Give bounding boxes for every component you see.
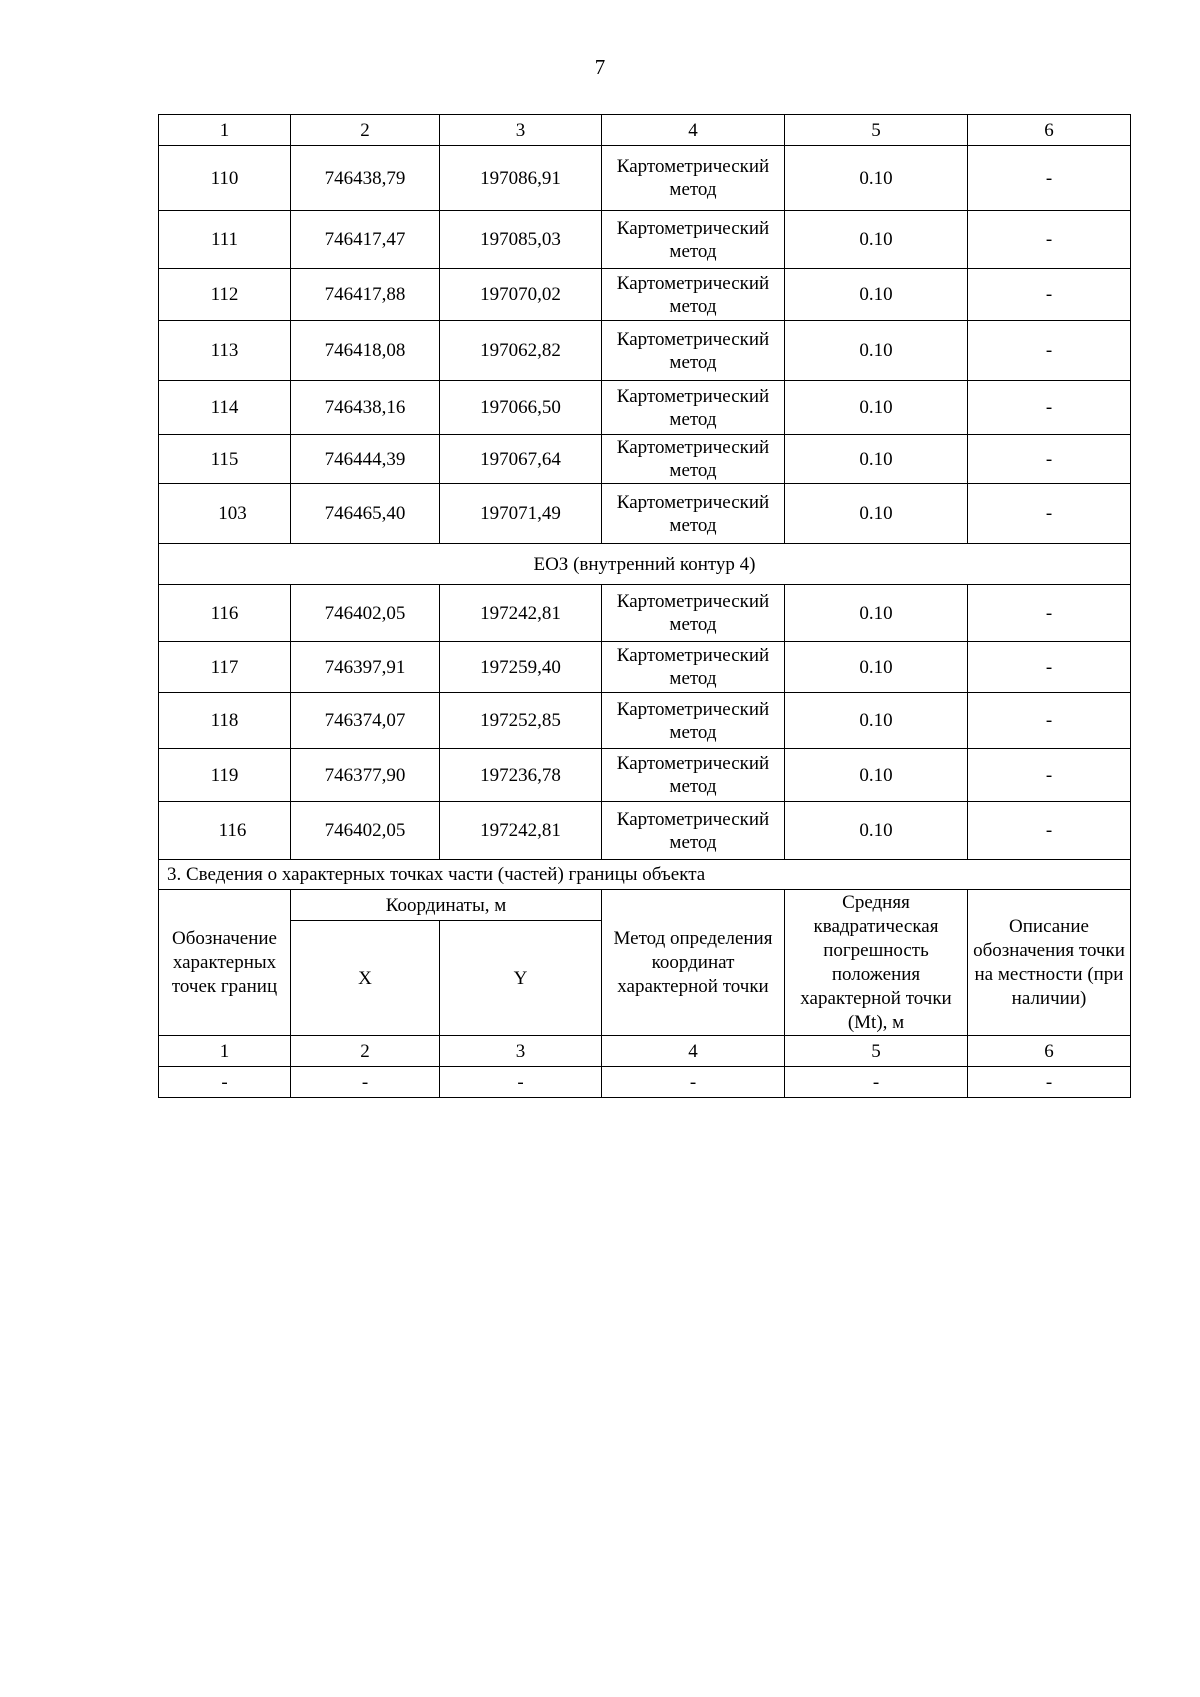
coord-x: 746438,16	[291, 381, 440, 435]
method: Картометрический метод	[602, 381, 785, 435]
table-row	[159, 211, 1131, 269]
column-number: 6	[968, 115, 1131, 146]
header-y: Y	[440, 921, 602, 1036]
point-id: 110	[159, 146, 291, 211]
column-number: 4	[602, 115, 785, 146]
header-description: Описание обозначения точки на местности (при наличии)	[968, 890, 1131, 1036]
column-number: 1	[159, 1036, 291, 1067]
description: -	[968, 693, 1131, 749]
section-label: ЕОЗ (внутренний контур 4)	[159, 544, 1131, 585]
coord-y: 197236,78	[440, 749, 602, 802]
accuracy: 0.10	[785, 642, 968, 693]
coord-y: 197070,02	[440, 269, 602, 321]
method: Картометрический метод	[602, 802, 785, 860]
description: -	[968, 802, 1131, 860]
accuracy: 0.10	[785, 435, 968, 484]
accuracy: 0.10	[785, 802, 968, 860]
empty-cell: -	[968, 1067, 1131, 1098]
table-row	[159, 381, 1131, 435]
section3-title: 3. Сведения о характерных точках части (частей) границы объекта	[159, 860, 1131, 890]
accuracy: 0.10	[785, 211, 968, 269]
table-row	[159, 642, 1131, 693]
empty-cell: -	[785, 1067, 968, 1098]
coord-y: 197259,40	[440, 642, 602, 693]
method: Картометрический метод	[602, 269, 785, 321]
method: Картометрический метод	[602, 211, 785, 269]
point-id: 119	[159, 749, 291, 802]
description: -	[968, 321, 1131, 381]
description: -	[968, 381, 1131, 435]
column-number: 2	[291, 1036, 440, 1067]
coord-x: 746374,07	[291, 693, 440, 749]
accuracy: 0.10	[785, 269, 968, 321]
column-number: 2	[291, 115, 440, 146]
accuracy: 0.10	[785, 321, 968, 381]
column-number: 3	[440, 115, 602, 146]
column-number: 1	[159, 115, 291, 146]
point-id: 111	[159, 211, 291, 269]
table-row	[159, 585, 1131, 642]
table-row	[159, 435, 1131, 484]
table-row	[159, 749, 1131, 802]
coord-y: 197252,85	[440, 693, 602, 749]
coord-y: 197066,50	[440, 381, 602, 435]
coord-y: 197242,81	[440, 802, 602, 860]
table-row	[159, 693, 1131, 749]
column-number: 4	[602, 1036, 785, 1067]
coord-x: 746465,40	[291, 484, 440, 544]
section3-empty-row	[159, 1067, 1131, 1098]
description: -	[968, 435, 1131, 484]
method: Картометрический метод	[602, 435, 785, 484]
section-row	[159, 544, 1131, 585]
coord-y: 197085,03	[440, 211, 602, 269]
coord-y: 197067,64	[440, 435, 602, 484]
accuracy: 0.10	[785, 585, 968, 642]
empty-cell: -	[440, 1067, 602, 1098]
table-row	[159, 802, 1131, 860]
method: Картометрический метод	[602, 146, 785, 211]
accuracy: 0.10	[785, 749, 968, 802]
method: Картометрический метод	[602, 585, 785, 642]
point-id: 116	[159, 585, 291, 642]
column-number: 6	[968, 1036, 1131, 1067]
coord-x: 746417,88	[291, 269, 440, 321]
column-number-row	[159, 115, 1131, 146]
header-x: X	[291, 921, 440, 1036]
header-accuracy: Средняя квадратическая погрешность положения характерной точки (Mt), м	[785, 890, 968, 1036]
table-row	[159, 321, 1131, 381]
accuracy: 0.10	[785, 484, 968, 544]
description: -	[968, 585, 1131, 642]
coord-y: 197062,82	[440, 321, 602, 381]
point-id: 103	[159, 484, 291, 544]
point-id: 117	[159, 642, 291, 693]
table-row	[159, 484, 1131, 544]
method: Картометрический метод	[602, 642, 785, 693]
column-number: 5	[785, 115, 968, 146]
empty-cell: -	[159, 1067, 291, 1098]
coord-y: 197242,81	[440, 585, 602, 642]
coord-y: 197071,49	[440, 484, 602, 544]
section3-header-row	[159, 890, 1131, 921]
coord-x: 746444,39	[291, 435, 440, 484]
section3-column-number-row	[159, 1036, 1131, 1067]
boundary-points-table	[158, 114, 1131, 1098]
coord-x: 746402,05	[291, 802, 440, 860]
page-number: 7	[594, 55, 606, 79]
coord-x: 746377,90	[291, 749, 440, 802]
description: -	[968, 211, 1131, 269]
point-id: 116	[159, 802, 291, 860]
description: -	[968, 269, 1131, 321]
column-number: 3	[440, 1036, 602, 1067]
column-number: 5	[785, 1036, 968, 1067]
accuracy: 0.10	[785, 381, 968, 435]
point-id: 113	[159, 321, 291, 381]
coord-x: 746438,79	[291, 146, 440, 211]
point-id: 112	[159, 269, 291, 321]
point-id: 115	[159, 435, 291, 484]
empty-cell: -	[291, 1067, 440, 1098]
empty-cell: -	[602, 1067, 785, 1098]
method: Картометрический метод	[602, 484, 785, 544]
point-id: 114	[159, 381, 291, 435]
method: Картометрический метод	[602, 749, 785, 802]
description: -	[968, 749, 1131, 802]
coord-x: 746418,08	[291, 321, 440, 381]
table-row	[159, 269, 1131, 321]
accuracy: 0.10	[785, 693, 968, 749]
description: -	[968, 642, 1131, 693]
table-row	[159, 146, 1131, 211]
section3-title-row	[159, 860, 1131, 890]
coord-x: 746397,91	[291, 642, 440, 693]
header-method: Метод определения координат характерной точки	[602, 890, 785, 1036]
header-coordinates: Координаты, м	[291, 890, 602, 921]
method: Картометрический метод	[602, 693, 785, 749]
accuracy: 0.10	[785, 146, 968, 211]
method: Картометрический метод	[602, 321, 785, 381]
coord-x: 746402,05	[291, 585, 440, 642]
description: -	[968, 146, 1131, 211]
coord-x: 746417,47	[291, 211, 440, 269]
header-point-designation: Обозначение характерных точек границ	[159, 890, 291, 1036]
coord-y: 197086,91	[440, 146, 602, 211]
point-id: 118	[159, 693, 291, 749]
description: -	[968, 484, 1131, 544]
